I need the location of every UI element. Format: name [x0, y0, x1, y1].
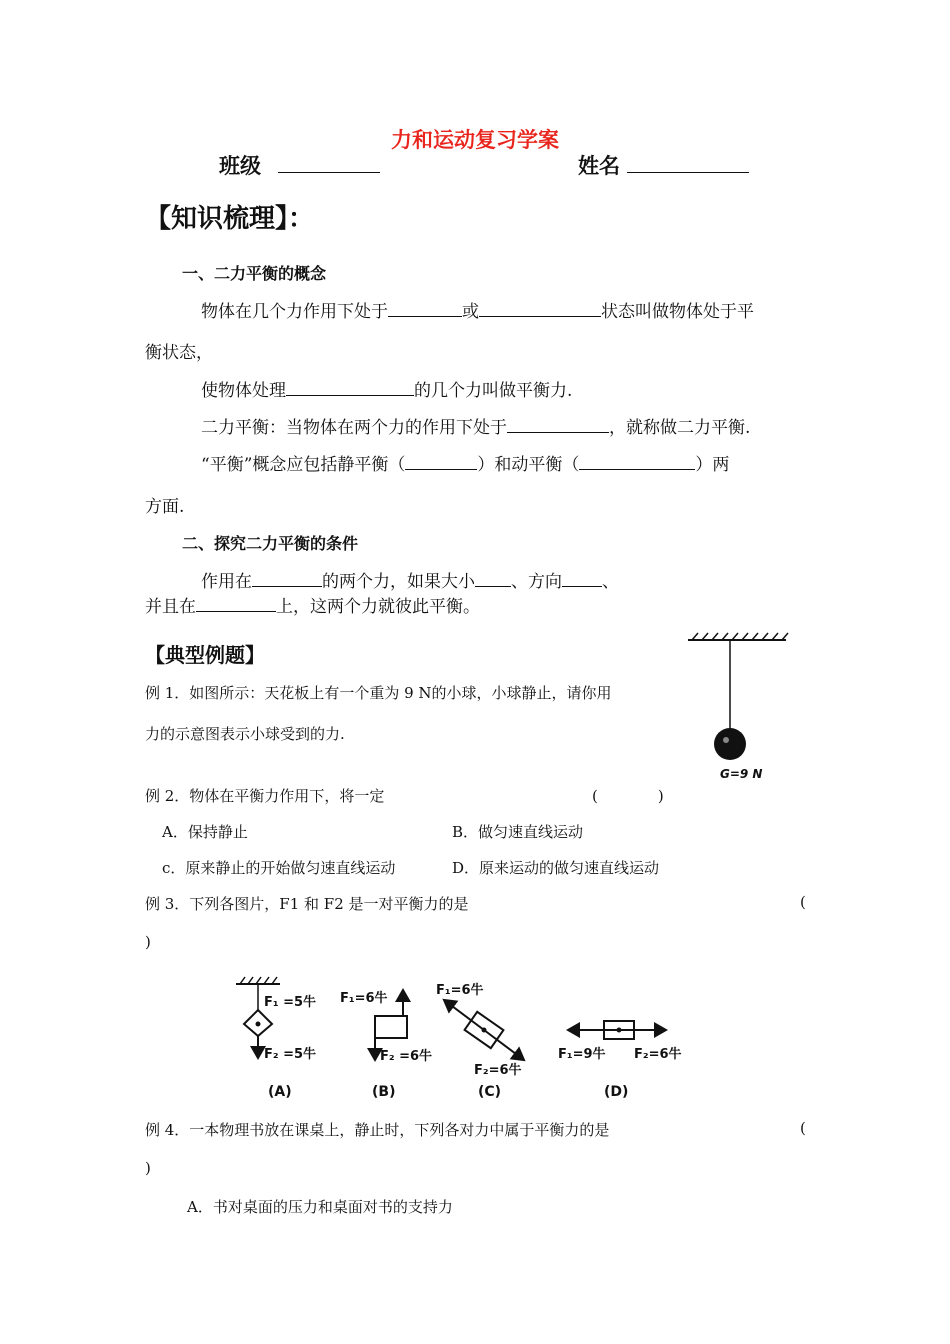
text: 使物体处理 — [201, 381, 286, 401]
ex3-stem: 例 3．下列各图片，F1 和 F2 是一对平衡力的是 — [145, 895, 469, 913]
weight-label: G=9 N — [720, 767, 763, 781]
class-field — [219, 150, 380, 180]
diagram-c — [436, 982, 524, 1100]
diagram-b-label: (B) — [372, 1084, 396, 1100]
text: “平衡”概念应包括静平衡（ — [201, 455, 406, 475]
section-knowledge-heading: 【知识梳理】： — [145, 204, 315, 234]
ex2-option-a: A．保持静止 — [162, 823, 248, 841]
diagram-b — [340, 990, 432, 1100]
diagram-b-f2-label: F₂ =6牛 — [380, 1049, 433, 1064]
ex2-option-b: B．做匀速直线运动 — [452, 823, 584, 841]
blank — [286, 377, 414, 396]
ex4-stem: 例 4．一本物理书放在课桌上，静止时，下列各对力中属于平衡力的是 — [145, 1121, 610, 1139]
s1-paragraph-1-cont: 衡状态， — [145, 343, 213, 363]
text: 的两个力，如果大小 — [322, 572, 475, 592]
blank — [388, 298, 462, 317]
page-title: 力和运动复习学案 — [391, 128, 559, 152]
ex3-paren-close: ) — [145, 933, 151, 951]
examples-heading: 【典型例题】 — [145, 643, 265, 667]
blank — [479, 298, 601, 317]
text: 或 — [462, 302, 479, 322]
name-label: 姓名 — [578, 154, 620, 179]
diagram-d-f1-label: F₁=9牛 — [558, 1047, 606, 1062]
diagram-a — [236, 977, 316, 1100]
s2-paragraph-1 — [201, 567, 619, 592]
ex3-paren-open: ( — [800, 893, 806, 911]
diagram-d-label: (D) — [604, 1084, 629, 1100]
diagram-a-f1-label: F₁ =5牛 — [264, 995, 317, 1010]
diagram-a-label: (A) — [268, 1084, 292, 1100]
diagram-d-f2-label: F₂=6牛 — [634, 1047, 682, 1062]
blank — [475, 568, 511, 587]
ceiling-hatching — [692, 633, 788, 640]
diagram-c-label: (C) — [478, 1084, 502, 1100]
diagram-d — [558, 1021, 682, 1100]
blank — [405, 451, 477, 470]
diagram-c-f2-label: F₂=6牛 — [474, 1063, 522, 1078]
ex2-option-d: D．原来运动的做匀速直线运动 — [452, 859, 660, 877]
ball-highlight — [723, 737, 729, 743]
s2-paragraph-2 — [145, 592, 480, 617]
ball — [714, 728, 746, 760]
diagram-b-f1-label: F₁=6牛 — [340, 991, 388, 1006]
name-field — [578, 150, 749, 180]
ex2-stem: 例 2．物体在平衡力作用下，将一定 — [145, 787, 385, 805]
s1-paragraph-4-cont: 方面. — [145, 497, 185, 517]
s1-paragraph-2 — [201, 376, 572, 401]
text: ）两 — [695, 455, 730, 475]
ex1-line-2: 力的示意图表示小球受到的力. — [145, 725, 345, 743]
blank — [252, 568, 322, 587]
name-blank — [627, 150, 749, 173]
class-label: 班级 — [219, 154, 261, 179]
ex2-option-c: c．原来静止的开始做匀速直线运动 — [162, 859, 396, 877]
text: ，就称做二力平衡. — [609, 418, 751, 438]
text: 作用在 — [201, 572, 252, 592]
s1-paragraph-3 — [201, 413, 750, 438]
text: 物体在几个力作用下处于 — [201, 302, 388, 322]
text: ）和动平衡（ — [477, 455, 580, 475]
text: 上，这两个力就彼此平衡。 — [276, 597, 480, 617]
force-diagrams-figure — [200, 972, 695, 1102]
s1-paragraph-4 — [201, 450, 729, 475]
ex4-paren-open: ( — [800, 1119, 806, 1137]
blank — [562, 568, 602, 587]
ex1-line-1: 例 1．如图所示：天花板上有一个重为 9 N的小球，小球静止，请你用 — [145, 684, 612, 702]
blank — [579, 451, 695, 470]
blank — [196, 593, 276, 612]
ex4-paren-close: ) — [145, 1159, 151, 1177]
diagram-c-f1-label: F₁=6牛 — [436, 983, 484, 998]
section-2-heading: 二、探究二力平衡的条件 — [182, 534, 359, 553]
ex2-answer-paren: ( ) — [592, 787, 664, 805]
text: 、方向 — [511, 572, 562, 592]
section-1-heading: 一、二力平衡的概念 — [182, 264, 327, 283]
text: 的几个力叫做平衡力. — [414, 381, 573, 401]
diagram-a-f2-label: F₂ =5牛 — [264, 1047, 317, 1062]
ex4-option-a: A．书对桌面的压力和桌面对书的支持力 — [187, 1198, 453, 1216]
text: 状态叫做物体处于平 — [601, 302, 754, 322]
hanging-ball-figure — [682, 632, 792, 784]
s1-paragraph-1 — [201, 297, 754, 322]
blank — [507, 414, 609, 433]
text: 二力平衡：当物体在两个力的作用下处于 — [201, 418, 507, 438]
text: 并且在 — [145, 597, 196, 617]
class-blank — [278, 150, 380, 173]
text: 、 — [602, 572, 619, 592]
